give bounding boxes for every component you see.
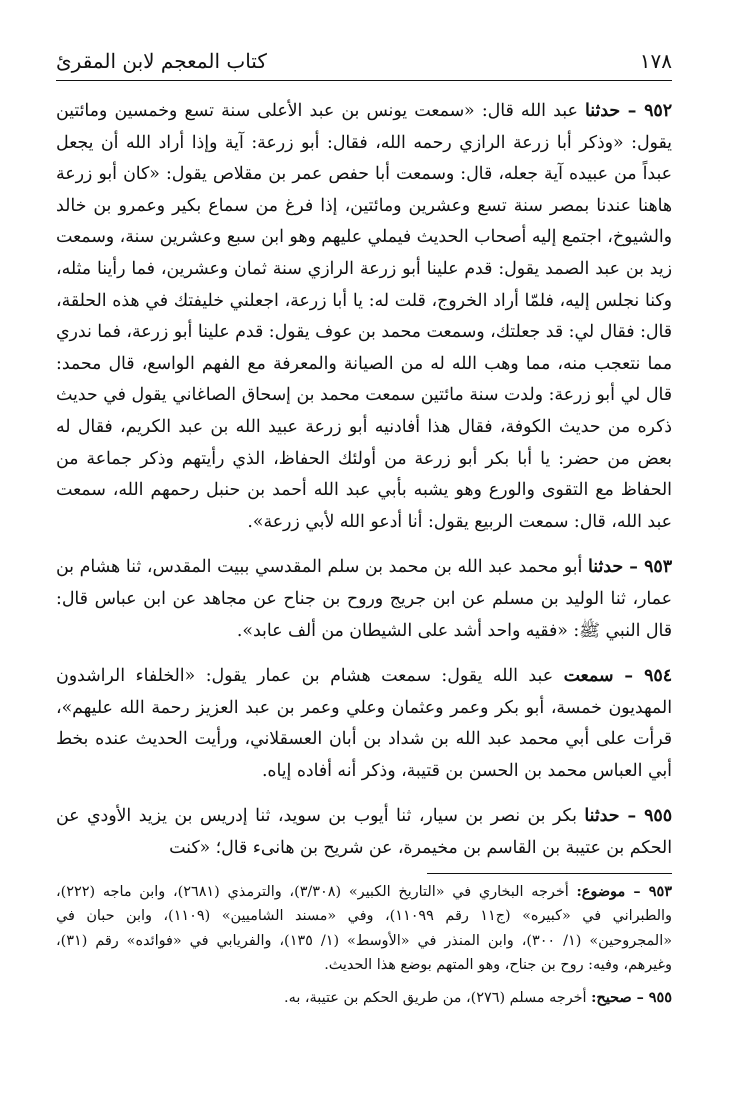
footnote-text: أخرجه البخاري في «التاريخ الكبير» (٣/٣٠٨)، والترمذي (٢٦٨١)، وابن ماجه (٢٢٢)، والطبراني في «كبيره» (ج١١ رقم ١١٠٩٩)، وفي «مسند الشاميين» (١١٠٩)، وابن حبان في «المجروحين» (١/ ٣٠٠)، وابن المنذر في «الأوسط» (١/ ١٣٥)، والفريابي في «فوائده» رقم (٣١)، وغيرهم، وفيه: روح بن جناح، وهو المتهم بوضع هذا الحديث.	[56, 884, 672, 974]
entry-number: ٩٥٥	[644, 806, 672, 827]
entry-lead-word: حدثنا	[587, 557, 624, 578]
entry-text: عبد الله قال: «سمعت يونس بن عبد الأعلى سنة تسع وخمسين ومائتين يقول: «وذكر أبا زرعة الرازي رحمه الله، فقال: أبو زرعة: آية وإذا أراد الله أن يجعل عبداً من عبيده آية جعله، قال: وسمعت أبا حفص عمر بن مقلاص يقول: «كان أبو زرعة هاهنا عندنا بمصر سنة تسع وعشرين ومائتين، إذا فرغ من سماع بكير وعمرو بن خالد والشيوخ، اجتمع إليه أصحاب الحديث فيملي عليهم وهو ابن سبع وعشرين سنة، وسمعت زيد بن عبد الصمد يقول: قدم علينا أبو زرعة الرازي سنة ثمان وعشرين، فما رأينا مثله، وكنا نجلس إليه، فلمّا أراد الخروج، قلت له: يا أبا زرعة، اجعلني خليفتك في هذه الحلقة، قال: فقال لي: قد جعلتك، وسمعت محمد بن عوف يقول: قدم علينا أبو زرعة، فما ندري مما نتعجب منه، مما وهب الله له من الصيانة والمعرفة مع الفهم الواسع، قال محمد: قال لي أبو زرعة: ولدت سنة مائتين سمعت محمد بن إسحاق الصاغاني يقول في حديث ذكره من حديث الكوفة، فقال هذا أفادنيه أبو زرعة عبيد الله بن عبد الكريم، فقال له بعض من حضر: يا أبا بكر أبو زرعة من أولئك الحفاظ، الذي رأيتهم وذكر جماعة من الحفاظ مع التقوى والورع وهو يشبه بأبي عبد الله أحمد بن حنبل رحمهم الله، سمعت عبد الله، قال: سمعت الربيع يقول: أنا أدعو الله لأبي زرعة».	[56, 101, 672, 532]
page-number: ١٧٨	[639, 49, 672, 73]
hadith-entry: ٩٥٥ – حدثنا بكر بن نصر بن سيار، ثنا أيوب بن سويد، ثنا إدريس بن يزيد الأودي عن الحكم بن عتيبة بن القاسم بن مخيمرة، عن شريح بن هانىء قال؛ «كنت	[56, 806, 672, 859]
book-title: كتاب المعجم لابن المقرئ	[56, 49, 267, 73]
footnote-grade: موضوع:	[576, 883, 626, 900]
entry-text: أبو محمد عبد الله بن محمد بن سلم المقدسي ببيت المقدس، ثنا هشام بن عمار، ثنا الوليد بن مسلم عن ابن جريج وروح بن جناح عن مجاهد عن ابن عباس قال: قال النبي ﷺ: «فقيه واحد أشد على الشيطان من ألف عابد».	[56, 557, 672, 641]
entry-lead-word: حدثنا	[584, 806, 620, 827]
footnote-rule	[427, 873, 672, 874]
running-header	[56, 46, 672, 76]
footnotes	[56, 880, 672, 1018]
footnote: ٩٥٣ – موضوع: أخرجه البخاري في «التاريخ الكبير» (٣/٣٠٨)، والترمذي (٢٦٨١)، وابن ماجه (٢٢٢)، والطبراني في «كبيره» (ج١١ رقم ١١٠٩٩)، وفي «مسند الشاميين» (١١٠٩)، وابن حبان في «المجروحين» (١/ ٣٠٠)، وابن المنذر في «الأوسط» (١/ ١٣٥)، والفريابي في «فوائده» رقم (٣١)، وغيرهم، وفيه: روح بن جناح، وهو المتهم بوضع هذا الحديث.	[56, 883, 672, 974]
entry-number: ٩٥٣	[644, 557, 672, 578]
hadith-entry: ٩٥٣ – حدثنا أبو محمد عبد الله بن محمد بن سلم المقدسي ببيت المقدس، ثنا هشام بن عمار، ثنا الوليد بن مسلم عن ابن جريج وروح بن جناح عن مجاهد عن ابن عباس قال: قال النبي ﷺ: «فقيه واحد أشد على الشيطان من ألف عابد».	[56, 557, 672, 641]
entry-text: بكر بن نصر بن سيار، ثنا أيوب بن سويد، ثنا إدريس بن يزيد الأودي عن الحكم بن عتيبة بن القاسم بن مخيمرة، عن شريح بن هانىء قال؛ «كنت	[56, 806, 672, 859]
entry-number: ٩٥٢	[644, 101, 672, 121]
entry-lead-word: سمعت	[563, 666, 614, 687]
hadith-entry: ٩٥٤ – سمعت عبد الله يقول: سمعت هشام بن عمار يقول: «الخلفاء الراشدون المهديون خمسة، أبو بكر وعمر وعثمان وعلي وعمر بن عبد العزيز رحمة الله عليهم»، قرأت على أبي محمد عبد الله بن شداد بن أبان العسقلاني، ورأيت الحديث عنده بخط أبي العباس محمد بن الحسن بن قتيبة، وذكر أنه أفاده إياه.	[56, 666, 672, 781]
footnote: ٩٥٥ – صحيح: أخرجه مسلم (٢٧٦)، من طريق الحكم بن عتيبة، به.	[284, 988, 672, 1006]
footnote-number: ٩٥٥	[648, 988, 672, 1006]
entry-number: ٩٥٤	[644, 666, 672, 687]
hadith-entry: ٩٥٢ – حدثنا عبد الله قال: «سمعت يونس بن عبد الأعلى سنة تسع وخمسين ومائتين يقول: «وذكر أبا زرعة الرازي رحمه الله، فقال: أبو زرعة: آية وإذا أراد الله أن يجعل عبداً من عبيده آية جعله، قال: وسمعت أبا حفص عمر بن مقلاص يقول: «كان أبو زرعة هاهنا عندنا بمصر سنة تسع وعشرين ومائتين، إذا فرغ من سماع بكير وعمرو بن خالد والشيوخ، اجتمع إليه أصحاب الحديث فيملي عليهم وهو ابن سبع وعشرين سنة، وسمعت زيد بن عبد الصمد يقول: قدم علينا أبو زرعة الرازي سنة ثمان وعشرين، فما رأينا مثله، وكنا نجلس إليه، فلمّا أراد الخروج، قلت له: يا أبا زرعة، اجعلني خليفتك في هذه الحلقة، قال: فقال لي: قد جعلتك، وسمعت محمد بن عوف يقول: قدم علينا أبو زرعة، فما ندري مما نتعجب منه، مما وهب الله له من الصيانة والمعرفة مع الفهم الواسع، قال محمد: قال لي أبو زرعة: ولدت سنة مائتين سمعت محمد بن إسحاق الصاغاني يقول في حديث ذكره من حديث الكوفة، فقال هذا أفادنيه أبو زرعة عبيد الله بن عبد الكريم، فقال له بعض من حضر: يا أبا بكر أبو زرعة من أولئك الحفاظ، الذي رأيتهم وذكر جماعة من الحفاظ مع التقوى والورع وهو يشبه بأبي عبد الله أحمد بن حنبل رحمهم الله، سمعت عبد الله، قال: سمعت الربيع يقول: أنا أدعو الله لأبي زرعة».	[56, 101, 672, 532]
footnote-number: ٩٥٣	[648, 883, 672, 900]
footnote-grade: صحيح:	[591, 988, 632, 1006]
main-text	[56, 96, 672, 879]
entry-text: عبد الله يقول: سمعت هشام بن عمار يقول: «الخلفاء الراشدون المهديون خمسة، أبو بكر وعمر وعثمان وعلي وعمر بن عبد العزيز رحمة الله عليهم»، قرأت على أبي محمد عبد الله بن شداد بن أبان العسقلاني، ورأيت الحديث عنده بخط أبي العباس محمد بن الحسن بن قتيبة، وذكر أنه أفاده إياه.	[56, 666, 672, 781]
footnote-text: أخرجه مسلم (٢٧٦)، من طريق الحكم بن عتيبة، به.	[284, 989, 587, 1006]
header-rule	[56, 80, 672, 81]
entry-lead-word: حدثنا	[585, 101, 621, 121]
